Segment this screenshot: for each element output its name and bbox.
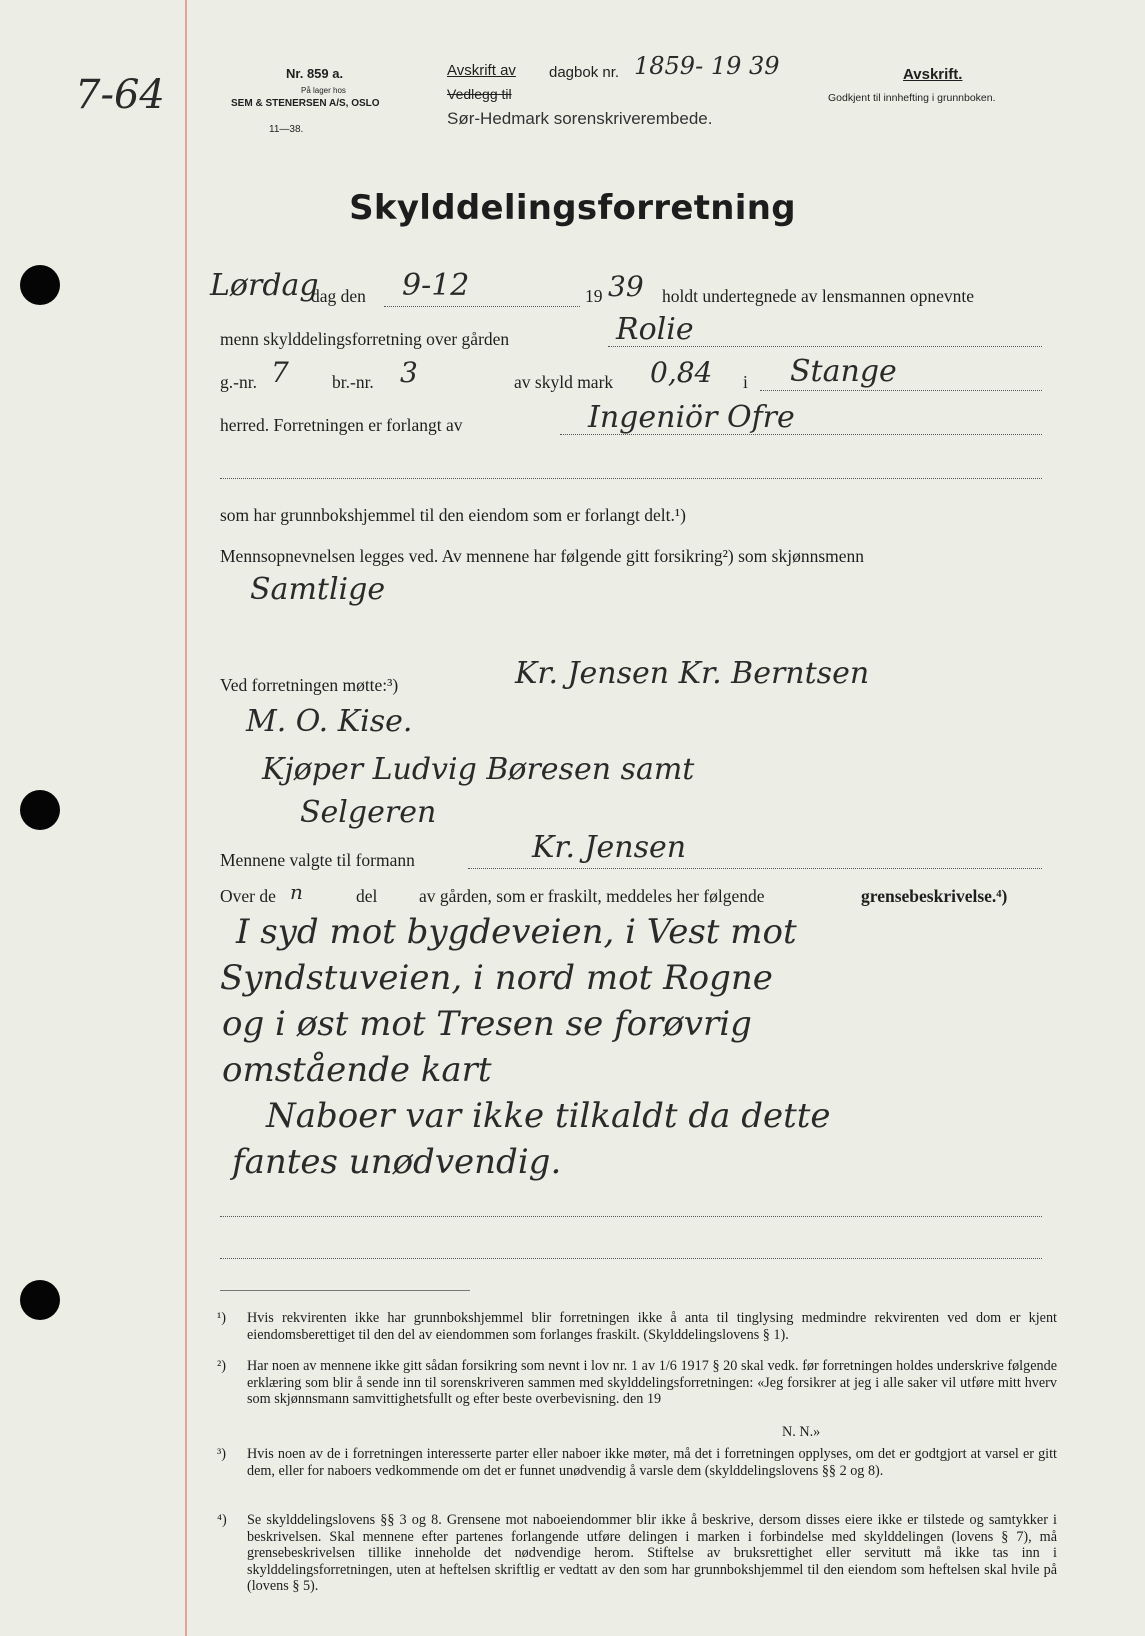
- year-prefix: 19: [585, 286, 603, 306]
- date-line: [384, 306, 580, 307]
- footnote-separator: [220, 1290, 470, 1291]
- footnote-text: Hvis rekvirenten ikke har grunnbokshjemmel blir forretningen ikke å anta til tinglysing medmindre rekvirenten ved dom er kjent eiendomsberettiget til den del av eiendommen som forlanges fraskilt. (Skylddelingslovens § 1).: [247, 1310, 1057, 1343]
- bnr-value: 3: [400, 356, 418, 389]
- boundary-line: I syd mot bygdeveien, i Vest mot: [236, 912, 797, 952]
- blank-line: [220, 1258, 1042, 1259]
- boundary-line: omstående kart: [222, 1050, 492, 1090]
- attendee-line: M. O. Kise.: [246, 704, 413, 739]
- herred-line: [760, 390, 1042, 391]
- boundary-line: Naboer var ikke tilkaldt da dette: [266, 1096, 831, 1136]
- footnote-number: ³): [217, 1446, 226, 1462]
- margin-rule: [185, 0, 187, 1636]
- over-text-3: av gården, som er fraskilt, meddeles her følgende: [419, 886, 765, 906]
- boundary-line: Syndstuveien, i nord mot Rogne: [220, 958, 773, 998]
- herred-text: herred. Forretningen er forlangt av: [220, 415, 463, 435]
- boundary-line: fantes unødvendig.: [232, 1142, 562, 1182]
- dagbok-value: 1859- 19 39: [634, 52, 780, 80]
- requested-by-value: Ingeniör Ofre: [588, 400, 795, 435]
- over-text-1: Over de: [220, 886, 276, 906]
- part-fill-1: n: [290, 880, 303, 904]
- i-label: i: [743, 372, 748, 392]
- side-mark: 7-64: [75, 72, 165, 118]
- herred-value: Stange: [790, 354, 897, 389]
- skyld-label: av skyld mark: [514, 372, 614, 392]
- footnote-number: ²): [217, 1358, 226, 1374]
- dagbok-label: dagbok nr.: [549, 64, 620, 81]
- vedlegg-struck: Vedlegg til: [447, 86, 512, 102]
- mote-text: Ved forretningen møtte:³): [220, 675, 399, 695]
- footnote: [217, 1512, 1057, 1595]
- skyld-value: 0,84: [650, 356, 713, 389]
- chairman-line: [468, 868, 1042, 869]
- held-text: holdt undertegnede av lensmannen opnevnte: [662, 286, 974, 306]
- footnote: [217, 1424, 1057, 1441]
- over-bold: grensebeskrivelse.⁴): [861, 886, 1008, 906]
- footnote-signature: N. N.»: [782, 1424, 821, 1440]
- men-text: menn skylddelingsforretning over gården: [220, 329, 510, 349]
- footnote: [217, 1358, 1057, 1408]
- gnr-value: 7: [271, 356, 289, 389]
- over-text-2: del: [356, 886, 378, 906]
- blank-line: [220, 1216, 1042, 1217]
- sworn-value: Samtlige: [250, 572, 386, 607]
- chairman-value: Kr. Jensen: [532, 830, 687, 865]
- footnote: [217, 1446, 1057, 1479]
- stamp-text: Godkjent til innhefting i grunnboken.: [828, 92, 996, 104]
- avskrift-av: Avskrift av: [447, 62, 516, 79]
- dag-den-label: dag den: [311, 286, 366, 306]
- formann-text: Mennene valgte til formann: [220, 850, 415, 870]
- footnote-text: Hvis noen av de i forretningen interesserte parter eller naboer ikke møter, må det i forretningen opplyses, om det er godtgjort at varsel er gitt dem, eller for naboers vedkommende om det er funnet unødvendig å varsle dem (skylddelingslovens §§ 2 og 8).: [247, 1446, 1057, 1479]
- publisher: SEM & STENERSEN A/S, OSLO: [231, 98, 380, 109]
- attendee-line: Kjøper Ludvig Børesen samt: [262, 752, 695, 787]
- attendee-line: Kr. Jensen Kr. Berntsen: [515, 656, 870, 691]
- punch-hole: [20, 265, 60, 305]
- bnr-label: br.-nr.: [332, 372, 374, 392]
- footnote-text: Se skylddelingslovens §§ 3 og 8. Grensene mot naboeiendommer blir ikke å beskrive, dersom disses eiere ikke er tilstede og samtykker i beskrivelsen. Skal mennene efter partenes forlangende utføre delingen i marken i forbindelse med skylddelingen (lovens § 7), må grensebeskrivelsen tillike inneholde det nødvendige herom. Stiftelse av bruksrettighet eller servitutt må ikke tas inn i skylddelingsforretningen, uten at heftelsen skriftlig er vedtatt av den som har grunnbokshjemmel til den eiendom som heftelsen skal hvile på (lovens § 5).: [247, 1512, 1057, 1594]
- attendee-line: Selgeren: [300, 795, 437, 830]
- footnote-text: Har noen av mennene ikke gitt sådan forsikring som nevnt i lov nr. 1 av 1/6 1917 § 20 skal vedk. før forretningen holdes underskrive følgende erklæring som blir å sende inn til sorenskriveren sammen med skylddelingsforretningen: «Jeg forsikrer at jeg i alle saker vil utføre mitt hverv som skjønnsmann samvittighetsfullt og efter beste overbevisning. den 19: [247, 1358, 1057, 1407]
- form-date-code: 11—38.: [269, 124, 304, 135]
- weekday-value: Lørdag: [210, 268, 319, 303]
- gnr-label: g.-nr.: [220, 372, 257, 392]
- blank-line: [220, 478, 1042, 479]
- boundary-line: og i øst mot Tresen se forøvrig: [222, 1004, 752, 1044]
- page-title: Skylddelingsforretning: [349, 188, 796, 228]
- date-value: 9-12: [402, 268, 470, 303]
- stamp-title: Avskrift.: [903, 66, 963, 83]
- footnote-number: ⁴): [217, 1512, 227, 1528]
- grunnbok-text: som har grunnbokshjemmel til den eiendom som er forlangt delt.¹): [220, 505, 686, 525]
- year-digits: 39: [608, 270, 644, 303]
- footnote-number: ¹): [217, 1310, 226, 1326]
- form-number: Nr. 859 a.: [286, 66, 344, 81]
- office-name: Sør-Hedmark sorenskriverembede.: [447, 109, 713, 128]
- punch-hole: [20, 790, 60, 830]
- available-line: På lager hos: [301, 86, 346, 95]
- punch-hole: [20, 1280, 60, 1320]
- mennsopp-text: Mennsopnevnelsen legges ved. Av mennene har følgende gitt forsikring²) som skjønnsmenn: [220, 546, 865, 566]
- footnote: [217, 1310, 1057, 1343]
- farm-value: Rolie: [616, 312, 694, 347]
